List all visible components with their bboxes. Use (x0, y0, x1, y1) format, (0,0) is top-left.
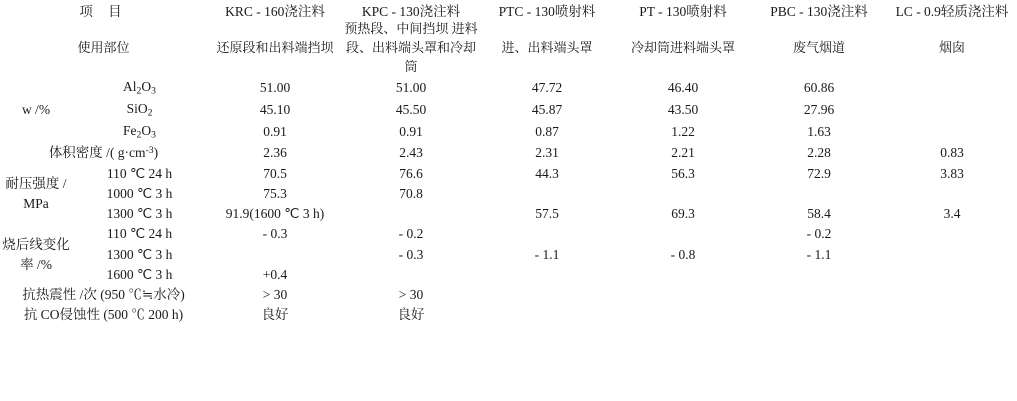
cell: 2.31 (535, 145, 559, 161)
cell: 51.00 (395, 79, 427, 95)
cell (751, 305, 887, 325)
cell: - 0.3 (262, 226, 288, 242)
cell (887, 224, 1017, 244)
header-col-6: LC - 0.9轻质浇注料 (895, 4, 1009, 19)
cell (479, 265, 615, 285)
cell: - 0.3 (398, 246, 424, 262)
table-row (0, 121, 1017, 143)
cell: 60.86 (803, 79, 835, 95)
cell: 0.83 (940, 145, 964, 161)
cell: 70.5 (263, 165, 287, 181)
table-row (0, 305, 1017, 325)
cell (751, 285, 887, 305)
header-col-2: KPC - 130浇注料 (361, 4, 461, 19)
cell (751, 265, 887, 285)
cell: 76.6 (399, 165, 423, 181)
table-row (0, 77, 1017, 99)
cell: 0.87 (535, 124, 559, 140)
cell: 2.36 (263, 145, 287, 161)
cell: - 0.2 (398, 226, 424, 242)
cell: 0.91 (399, 124, 423, 140)
cell: 47.72 (531, 79, 563, 95)
header-col-4: PT - 130喷射料 (639, 4, 727, 19)
table-row (0, 224, 1017, 244)
table-row (0, 184, 1017, 204)
cell: 45.87 (531, 101, 563, 117)
cell: 1.22 (671, 124, 695, 140)
cell: 27.96 (803, 101, 835, 117)
row-label-1300c-3h: 1300 ℃ 3 h (106, 206, 173, 222)
row-label-al2o3: $Al_2O_3$ (123, 78, 156, 97)
cell (343, 265, 479, 285)
row-label-sio2: SiO$_2$ (126, 100, 153, 119)
cell: 51.00 (259, 79, 291, 95)
cell: 45.50 (395, 101, 427, 117)
cell: 69.3 (671, 206, 695, 222)
usage-col-3: 进、出料端头罩 (501, 39, 593, 55)
usage-col-5: 废气烟道 (792, 39, 845, 55)
group-label-composition: w /% (21, 101, 51, 117)
header-col-3: PTC - 130喷射料 (498, 4, 596, 19)
usage-row (0, 20, 1017, 77)
cell (343, 204, 479, 224)
row-label-co-resistance: 抗 CO侵蚀性 (500 ℃ 200 h) (23, 307, 184, 323)
cell: 43.50 (667, 101, 699, 117)
cell (887, 245, 1017, 265)
row-label-110c-24h: 110 ℃ 24 h (106, 165, 173, 181)
table-row (0, 99, 1017, 121)
cell: 良好 (261, 307, 289, 323)
cell: - 0.2 (806, 226, 832, 242)
cell: 44.3 (535, 165, 559, 181)
cell (479, 224, 615, 244)
cell (887, 121, 1017, 143)
table-row (0, 143, 1017, 163)
table-row (0, 204, 1017, 224)
cell: +0.4 (262, 266, 288, 282)
cell (751, 184, 887, 204)
cell: 1.63 (807, 124, 831, 140)
table-row (0, 245, 1017, 265)
header-title: 项 目 (79, 4, 128, 19)
cell: - 1.1 (806, 246, 832, 262)
cell: 70.8 (399, 185, 423, 201)
cell: 3.83 (940, 165, 964, 181)
cell (887, 77, 1017, 99)
cell (887, 265, 1017, 285)
cell: > 30 (398, 287, 424, 303)
row-label-1000c-3h: 1000 ℃ 3 h (106, 185, 173, 201)
row-label-thermal-shock: 抗热震性 /次 (950 ℃≒水冷) (22, 287, 185, 303)
cell (887, 285, 1017, 305)
row-label-bulk-density: 体积密度 /( $g\cdot cm^{-3}$) (48, 145, 159, 161)
cell: 0.91 (263, 124, 287, 140)
cell: 45.10 (259, 101, 291, 117)
cell: 58.4 (807, 206, 831, 222)
table-row (0, 164, 1017, 184)
header-col-5: PBC - 130浇注料 (770, 4, 868, 19)
cell (887, 305, 1017, 325)
cell: - 0.8 (670, 246, 696, 262)
table-header-row (0, 0, 1017, 20)
cell: 2.21 (671, 145, 695, 161)
cell (479, 305, 615, 325)
usage-label: 使用部位 (77, 39, 130, 55)
group-label-linear-change: 烧后线变化 率 /% (2, 236, 70, 272)
table-row (0, 265, 1017, 285)
cell (615, 305, 751, 325)
cell: 46.40 (667, 79, 699, 95)
cell (479, 184, 615, 204)
cell: 75.3 (263, 185, 287, 201)
row-label-110c-24h-2: 110 ℃ 24 h (106, 226, 173, 242)
usage-col-4: 冷却筒进料端头罩 (630, 39, 735, 55)
cell (615, 285, 751, 305)
usage-col-2: 预热段、中间挡坝 进料段、出料端头罩和冷却筒 (344, 21, 478, 74)
cell: 57.5 (535, 206, 559, 222)
header-col-1: KRC - 160浇注料 (225, 4, 325, 19)
cell: 72.9 (807, 165, 831, 181)
cell: 91.9(1600 ℃ 3 h) (225, 206, 325, 222)
table-row (0, 285, 1017, 305)
cell: 3.4 (943, 206, 961, 222)
cell (207, 245, 343, 265)
cell (615, 265, 751, 285)
cell (615, 224, 751, 244)
cell: > 30 (262, 287, 288, 303)
cell (615, 184, 751, 204)
cell: 2.28 (807, 145, 831, 161)
group-label-compressive-strength: 耐压强度 / MPa (5, 175, 67, 212)
cell: 2.43 (399, 145, 423, 161)
row-label-1600c-3h: 1600 ℃ 3 h (106, 266, 173, 282)
usage-col-6: 烟囱 (938, 39, 965, 55)
cell: 良好 (397, 307, 425, 323)
row-label-1300c-3h-2: 1300 ℃ 3 h (106, 246, 173, 262)
cell (887, 184, 1017, 204)
cell: - 1.1 (534, 246, 560, 262)
row-label-fe2o3: $Fe_2O_3$ (123, 123, 156, 141)
cell (887, 99, 1017, 121)
cell: 56.3 (671, 165, 695, 181)
cell (479, 285, 615, 305)
usage-col-1: 还原段和出料端挡坝 (216, 39, 334, 55)
